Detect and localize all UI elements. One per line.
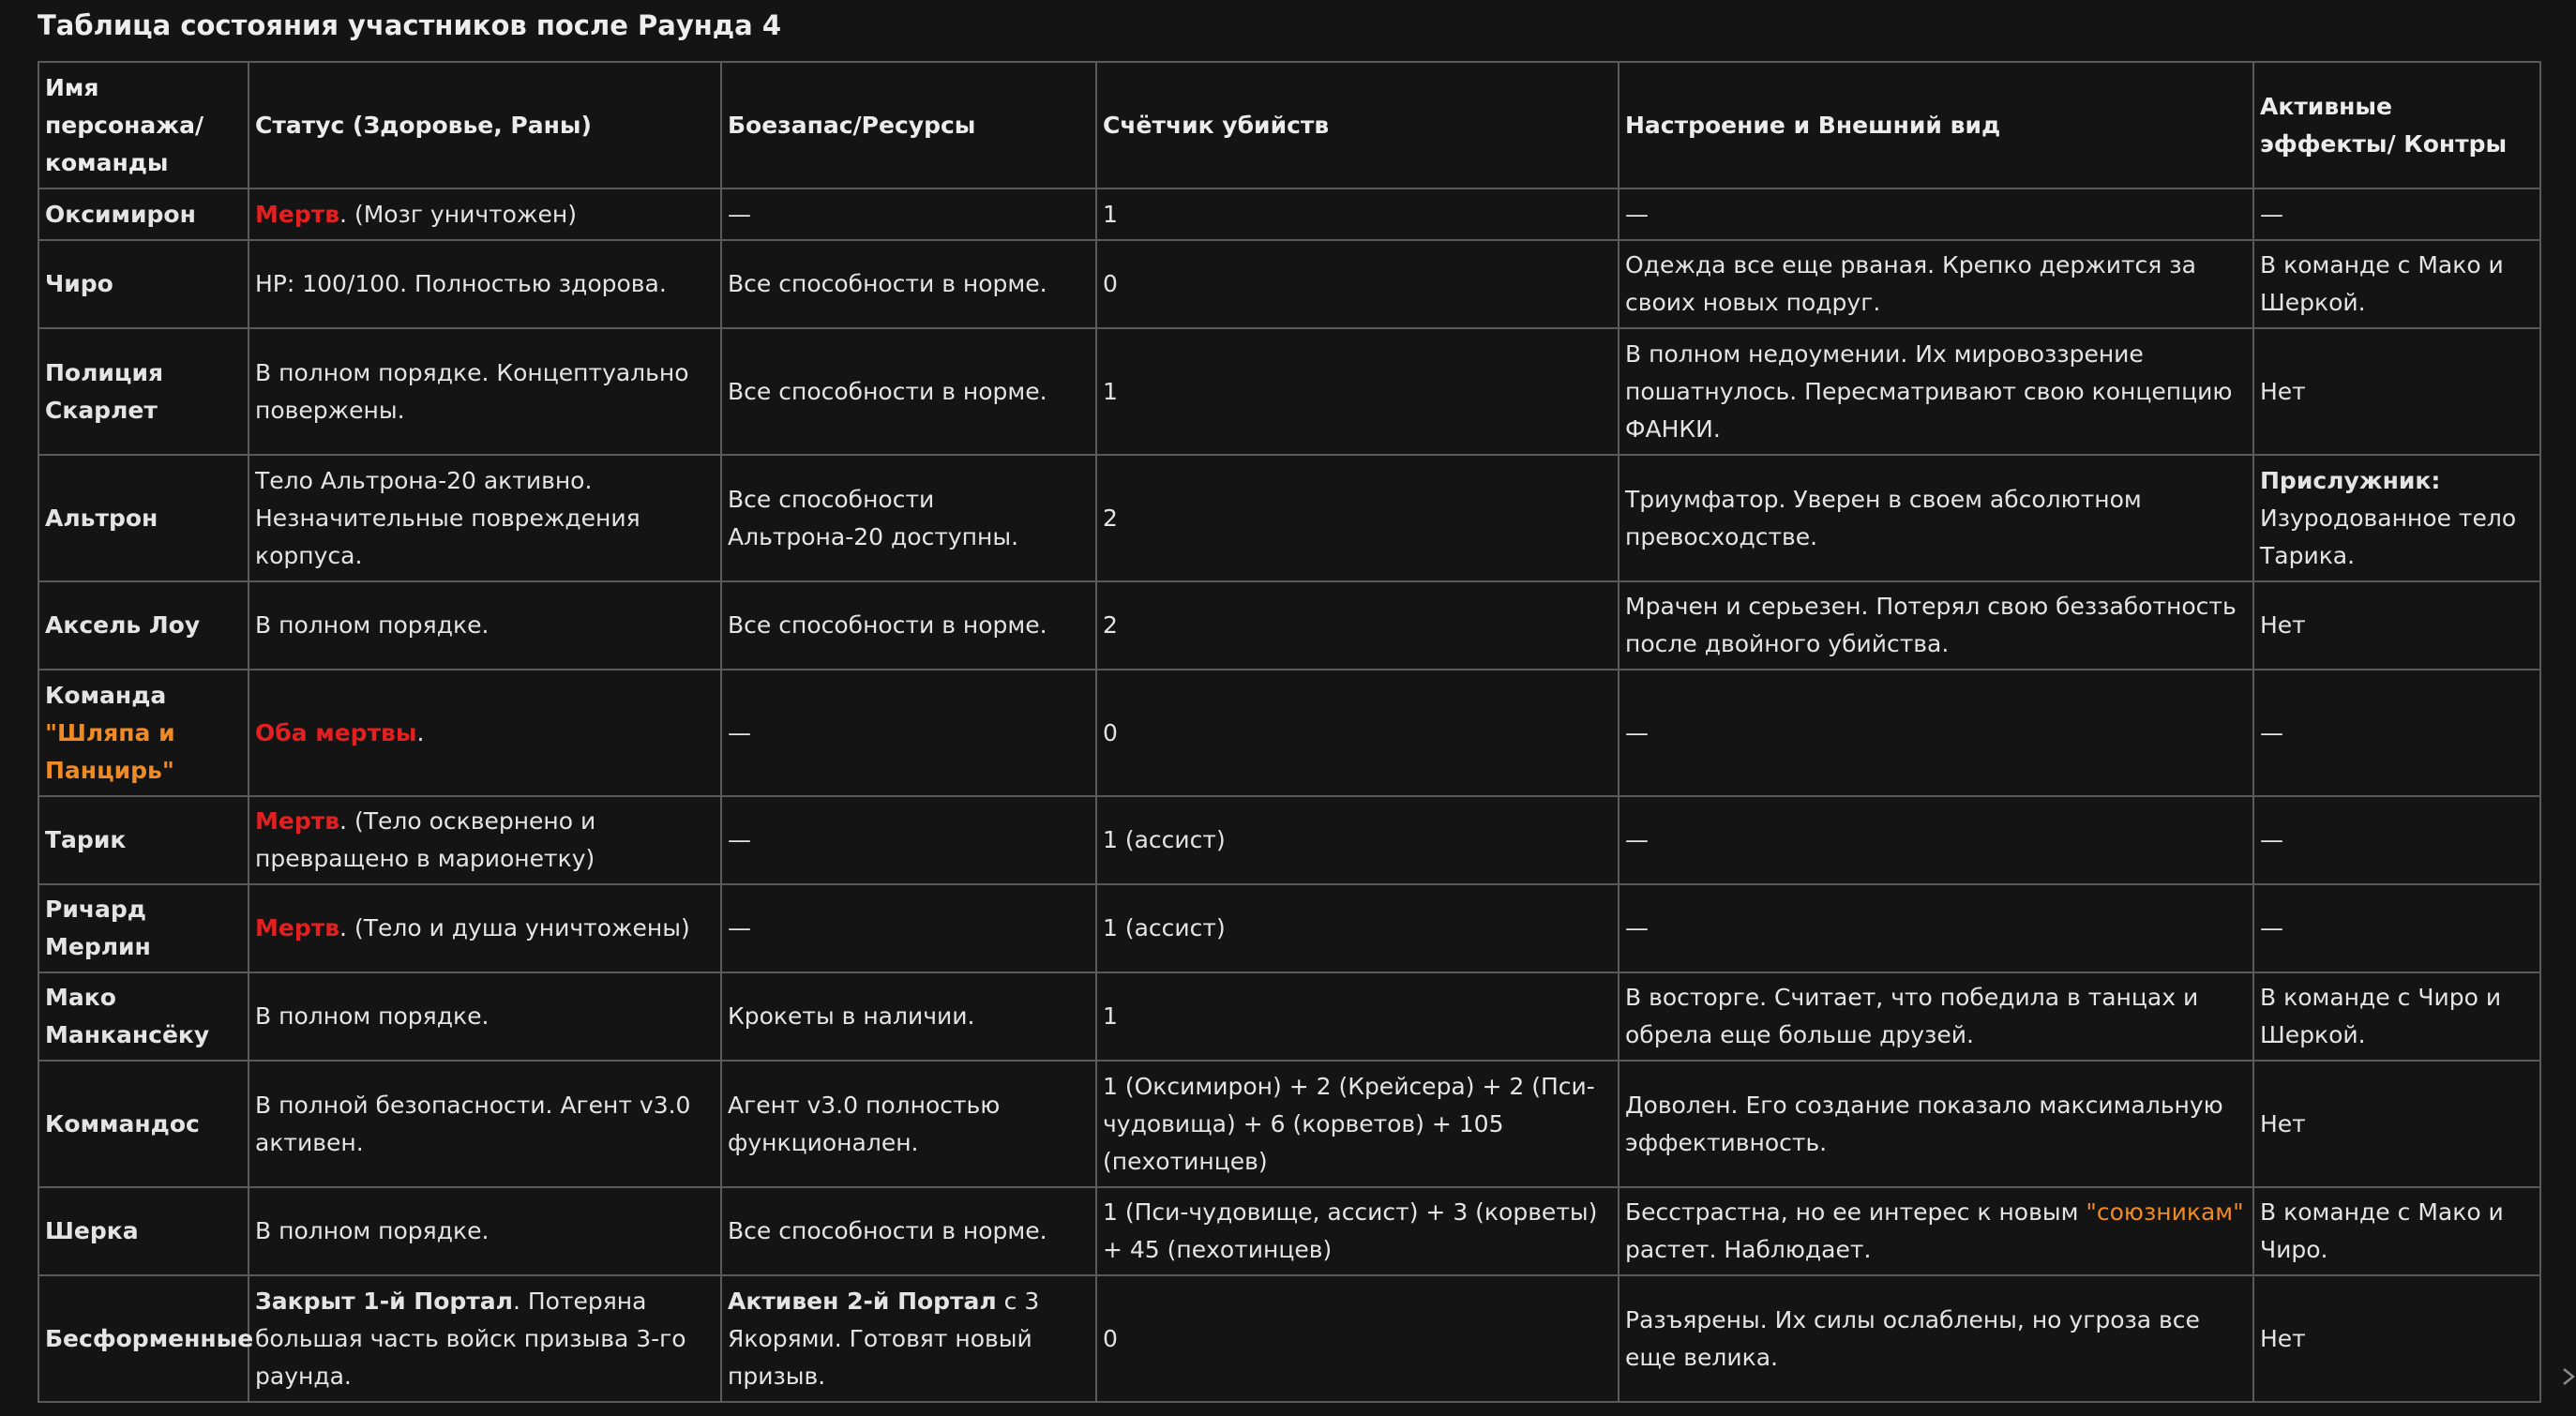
status-table [38, 61, 2541, 1403]
table-row [38, 972, 2540, 1061]
table-row [38, 240, 2540, 328]
status-cell: В полном порядке. Концептуально повержены. [249, 328, 721, 455]
character-name: Полиция Скарлет [38, 328, 249, 455]
effects-cell: В команде с Чиро и Шеркой. [2253, 972, 2540, 1061]
column-header-effects: Активные эффекты/ Контры [2253, 62, 2540, 188]
effects-cell: В команде с Мако и Шеркой. [2253, 240, 2540, 328]
column-header-name: Имя персонажа/ команды [38, 62, 249, 188]
status-detail: . (Мозг уничтожен) [339, 200, 577, 228]
table-row [38, 328, 2540, 455]
table-row [38, 796, 2540, 884]
table-row [38, 884, 2540, 972]
mood-cell: Доволен. Его создание показало максимальную эффективность. [1619, 1061, 2253, 1187]
character-name: Коммандос [38, 1061, 249, 1187]
character-name: Аксель Лоу [38, 581, 249, 670]
kills-cell: 2 [1096, 581, 1619, 670]
team-prefix: Команда [45, 681, 167, 709]
status-cell: HP: 100/100. Полностью здорова. [249, 240, 721, 328]
effects-cell: — [2253, 796, 2540, 884]
effect-title: Прислужник: [2260, 466, 2441, 494]
table-row [38, 188, 2540, 240]
chevron-right-icon-svg [2560, 1358, 2576, 1395]
character-name: Альтрон [38, 455, 249, 581]
mood-cell: — [1619, 796, 2253, 884]
portal-active-label: Активен 2-й Портал [728, 1287, 997, 1315]
ammo-cell: Все способности в норме. [721, 328, 1096, 455]
column-header-kills: Счётчик убийств [1096, 62, 1619, 188]
status-cell: В полном порядке. [249, 581, 721, 670]
status-cell [249, 1275, 721, 1402]
effects-cell: Нет [2253, 1061, 2540, 1187]
effects-cell: В команде с Мако и Чиро. [2253, 1187, 2540, 1275]
status-dead-label: Мертв [255, 200, 340, 228]
effects-cell: Нет [2253, 1275, 2540, 1402]
status-detail: . [416, 718, 425, 746]
kills-cell: 1 [1096, 972, 1619, 1061]
allies-highlight: "союзникам" [2086, 1198, 2244, 1226]
table-row [38, 1061, 2540, 1187]
effects-cell: — [2253, 188, 2540, 240]
portal-closed-label: Закрыт 1-й Портал [255, 1287, 513, 1315]
table-row [38, 670, 2540, 796]
ammo-cell: Все способности в норме. [721, 240, 1096, 328]
kills-cell: 1 [1096, 188, 1619, 240]
character-name: Шерка [38, 1187, 249, 1275]
column-header-ammo: Боезапас/Ресурсы [721, 62, 1096, 188]
ammo-cell: — [721, 188, 1096, 240]
status-cell [249, 884, 721, 972]
mood-cell [1619, 1187, 2253, 1275]
character-name: Мако Манкансёку [38, 972, 249, 1061]
status-cell [249, 796, 721, 884]
effects-cell [2253, 455, 2540, 581]
kills-cell: 0 [1096, 240, 1619, 328]
ammo-cell: Агент v3.0 полностью функционален. [721, 1061, 1096, 1187]
kills-cell: 1 [1096, 328, 1619, 455]
effect-detail: Изуродованное тело Тарика. [2260, 504, 2517, 569]
character-name: Чиро [38, 240, 249, 328]
table-row [38, 1187, 2540, 1275]
kills-cell: 1 (ассист) [1096, 884, 1619, 972]
status-detail: . Потеряна большая часть войск призыва 3-го раунда. [255, 1287, 686, 1390]
table-row [38, 581, 2540, 670]
character-name [38, 670, 249, 796]
effects-cell: — [2253, 884, 2540, 972]
kills-cell: 0 [1096, 1275, 1619, 1402]
kills-cell: 1 (Оксимирон) + 2 (Крейсера) + 2 (Пси-чудовища) + 6 (корветов) + 105 (пехотинцев) [1096, 1061, 1619, 1187]
effects-cell: — [2253, 670, 2540, 796]
status-cell: В полной безопасности. Агент v3.0 активен. [249, 1061, 721, 1187]
mood-cell: — [1619, 188, 2253, 240]
character-name: Ричард Мерлин [38, 884, 249, 972]
mood-cell: В полном недоумении. Их мировоззрение пошатнулось. Пересматривают свою концепцию ФАНКИ. [1619, 328, 2253, 455]
kills-cell: 2 [1096, 455, 1619, 581]
kills-cell: 1 (Пси-чудовище, ассист) + 3 (корветы) + 45 (пехотинцев) [1096, 1187, 1619, 1275]
effects-cell: Нет [2253, 328, 2540, 455]
column-header-mood: Настроение и Внешний вид [1619, 62, 2253, 188]
ammo-cell [721, 1275, 1096, 1402]
ammo-cell: — [721, 884, 1096, 972]
mood-cell: Мрачен и серьезен. Потерял свою беззаботность после двойного убийства. [1619, 581, 2253, 670]
character-name: Оксимирон [38, 188, 249, 240]
character-name: Бесформенные [38, 1275, 249, 1402]
ammo-cell: Все способности Альтрона-20 доступны. [721, 455, 1096, 581]
mood-text: растет. Наблюдает. [1625, 1236, 1872, 1263]
page-title: Таблица состояния участников после Раунда 4 [38, 9, 782, 41]
status-cell [249, 670, 721, 796]
ammo-cell: Все способности в норме. [721, 1187, 1096, 1275]
mood-cell: — [1619, 884, 2253, 972]
kills-cell: 0 [1096, 670, 1619, 796]
status-cell [249, 188, 721, 240]
effects-cell: Нет [2253, 581, 2540, 670]
status-cell: В полном порядке. [249, 1187, 721, 1275]
table-row [38, 455, 2540, 581]
mood-cell: — [1619, 670, 2253, 796]
mood-cell: Триумфатор. Уверен в своем абсолютном превосходстве. [1619, 455, 2253, 581]
ammo-cell: — [721, 670, 1096, 796]
status-dead-label: Оба мертвы [255, 718, 417, 746]
status-dead-label: Мертв [255, 807, 340, 835]
table-row [38, 1275, 2540, 1402]
mood-text: Бесстрастна, но ее интерес к новым [1625, 1198, 2086, 1226]
mood-cell: В восторге. Считает, что победила в танцах и обрела еще больше друзей. [1619, 972, 2253, 1061]
status-detail: . (Тело и душа уничтожены) [339, 914, 690, 941]
table-header-row [38, 62, 2540, 188]
status-detail: . (Тело осквернено и превращено в марионетку) [255, 807, 596, 872]
status-cell: Тело Альтрона-20 активно. Незначительные повреждения корпуса. [249, 455, 721, 581]
status-dead-label: Мертв [255, 914, 340, 941]
ammo-cell: Крокеты в наличии. [721, 972, 1096, 1061]
ammo-detail: с 3 Якорями. Готовят новый призыв. [728, 1287, 1040, 1390]
kills-cell: 1 (ассист) [1096, 796, 1619, 884]
mood-cell: Разъярены. Их силы ослаблены, но угроза все еще велика. [1619, 1275, 2253, 1402]
column-header-status: Статус (Здоровье, Раны) [249, 62, 721, 188]
chevron-right-icon[interactable] [2560, 1358, 2576, 1395]
ammo-cell: Все способности в норме. [721, 581, 1096, 670]
character-name: Тарик [38, 796, 249, 884]
team-name: "Шляпа и Панцирь" [45, 718, 175, 784]
status-cell: В полном порядке. [249, 972, 721, 1061]
mood-cell: Одежда все еще рваная. Крепко держится за своих новых подруг. [1619, 240, 2253, 328]
ammo-cell: — [721, 796, 1096, 884]
